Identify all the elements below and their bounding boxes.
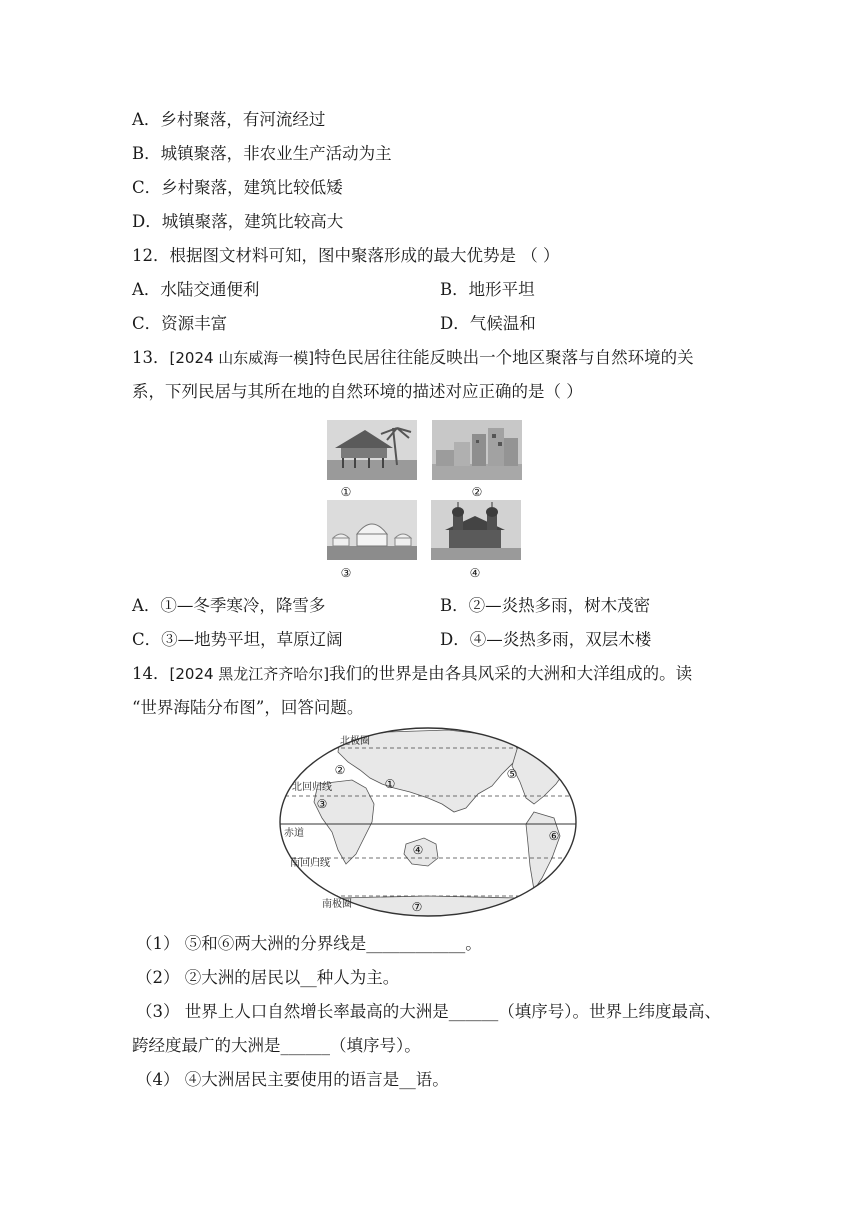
photo-caption-2: ② xyxy=(471,485,483,499)
photo-caption-3: ③ xyxy=(340,566,352,580)
continent-marker-1: ① xyxy=(384,777,396,791)
q14-stem-line2: “世界海陆分布图”，回答问题。 xyxy=(132,698,364,717)
adobe-buildings-photo xyxy=(432,420,522,480)
q12-option-b: B．地形平坦 xyxy=(440,280,535,299)
q13-option-a: A．①—冬季寒冷，降雪多 xyxy=(132,596,326,615)
q12-option-c: C．资源丰富 xyxy=(132,314,228,333)
stilt-house-photo xyxy=(327,420,417,480)
q12-stem: 12．根据图文材料可知，图中聚落形成的最大优势是 （ ） xyxy=(132,246,560,265)
q14-number: 14． xyxy=(132,664,170,683)
q11-option-c: C．乡村聚落，建筑比较低矮 xyxy=(132,178,343,197)
world-land-sea-map xyxy=(278,726,578,918)
q12-option-d: D．气候温和 xyxy=(440,314,536,333)
q14-stem-line1 xyxy=(132,664,692,684)
tropic-of-capricorn-label: 南回归线 xyxy=(290,858,330,869)
q13-source: [2024 山东威海一模] xyxy=(169,349,315,367)
q14-sub3-line1: （3） 世界上人口自然增长率最高的大洲是______（填序号）。世界上纬度最高、 xyxy=(136,1002,721,1021)
continent-marker-5: ⑤ xyxy=(506,767,518,781)
equator-label: 赤道 xyxy=(284,828,304,839)
q11-option-b: B．城镇聚落，非农业生产活动为主 xyxy=(132,144,392,163)
q13-option-d: D．④—炎热多雨，双层木楼 xyxy=(440,630,652,649)
q14-sub1: （1） ⑤和⑥两大洲的分界线是____________。 xyxy=(136,934,482,953)
antarctic-circle-label: 南极圈 xyxy=(322,899,352,910)
continent-marker-7: ⑦ xyxy=(411,900,423,914)
tropic-of-cancer-label: 北回归线 xyxy=(292,782,332,793)
q14-sub4: （4） ④大洲居民主要使用的语言是__语。 xyxy=(136,1070,449,1089)
q11-option-a: A．乡村聚落，有河流经过 xyxy=(132,110,326,129)
wooden-house-photo xyxy=(431,500,521,560)
continent-marker-2: ② xyxy=(334,763,346,777)
q14-source: [2024 黑龙江齐齐哈尔] xyxy=(169,665,330,683)
q13-stem-text: 特色民居往往能反映出一个地区聚落与自然环境的关 xyxy=(314,348,694,367)
q14-stem-text: 我们的世界是由各具风采的大洲和大洋组成的。读 xyxy=(329,664,693,683)
q13-option-c: C．③—地势平坦，草原辽阔 xyxy=(132,630,343,649)
photo-caption-1: ① xyxy=(340,485,352,499)
photo-caption-4: ④ xyxy=(469,566,481,580)
q13-stem-line2: 系，下列民居与其所在地的自然环境的描述对应正确的是（ ） xyxy=(132,382,583,401)
q13-stem-line1 xyxy=(132,348,694,368)
yurt-photo xyxy=(327,500,417,560)
arctic-circle-label: 北极圈 xyxy=(340,736,370,747)
continent-marker-3: ③ xyxy=(316,797,328,811)
q12-option-a: A．水陆交通便利 xyxy=(132,280,260,299)
q14-sub3-line2: 跨经度最广的大洲是______（填序号）。 xyxy=(132,1036,421,1055)
q14-sub2: （2） ②大洲的居民以__种人为主。 xyxy=(136,968,400,987)
continent-marker-4: ④ xyxy=(412,843,424,857)
q13-number: 13． xyxy=(132,348,170,367)
q13-option-b: B．②—炎热多雨，树木茂密 xyxy=(440,596,651,615)
continent-marker-6: ⑥ xyxy=(548,829,560,843)
q11-option-d: D．城镇聚落，建筑比较高大 xyxy=(132,212,344,231)
